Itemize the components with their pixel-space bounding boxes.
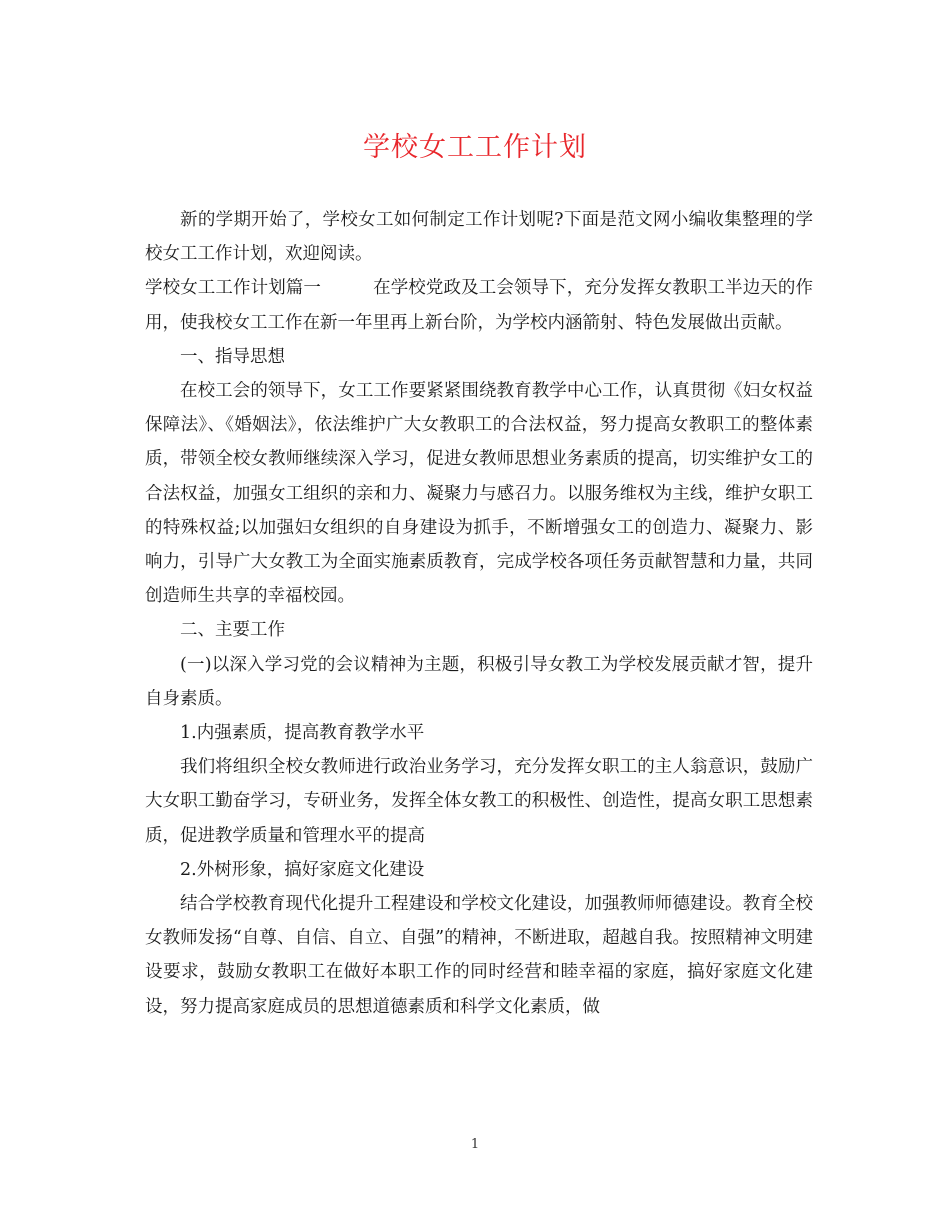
section-paragraph xyxy=(145,271,813,339)
section-label: 学校女工工作计划篇一 xyxy=(145,278,321,299)
internal-quality-paragraph: 我们将组织全校女教师进行政治业务学习，充分发挥女职工的主人翁意识，鼓励广大女职工勤奋学习，专研业务，发挥全体女教工的积极性、创造性，提高女职工思想素质，促进教学质量和管理水平的提高 xyxy=(145,757,813,846)
subheading-external-image: 2.外树形象，搞好家庭文化建设 xyxy=(180,859,425,880)
guiding-ideology-paragraph: 在校工会的领导下，女工工作要紧紧围绕教育教学中心工作，认真贯彻《妇女权益保障法》、《婚姻法》，依法维护广大女教职工的合法权益，努力提高女教职工的整体素质，带领全校女教师继续深入学习，促进女教师思想业务素质的提高，切实维护女工的合法权益，加强女工组织的亲和力、凝聚力与感召力。以服务维权为主线，维护女职工的特殊权益;以加强妇女组织的自身建设为抓手，不断增强女工的创造力、凝聚力、影响力，引导广大女教工为全面实施素质教育，完成学校各项任务贡献智慧和力量，共同创造师生共享的幸福校园。 xyxy=(145,381,813,607)
subheading-internal-quality: 1.内强素质，提高教育教学水平 xyxy=(180,723,425,744)
document-body xyxy=(145,203,813,1024)
heading-guiding-ideology: 一、指导思想 xyxy=(180,346,285,367)
intro-paragraph: 新的学期开始了，学校女工如何制定工作计划呢?下面是范文网小编收集整理的学校女工工作计划，欢迎阅读。 xyxy=(145,210,813,265)
heading-main-work: 二、主要工作 xyxy=(180,620,285,641)
section-text: 在学校党政及工会领导下，充分发挥女教职工半边天的作用，使我校女工工作在新一年里再上新台阶，为学校内涵箭射、特色发展做出贡献。 xyxy=(145,278,813,333)
document-title: 学校女工工作计划 xyxy=(363,132,587,163)
external-image-paragraph: 结合学校教育现代化提升工程建设和学校文化建设，加强教师师德建设。教育全校女教师发扬“自尊、自信、自立、自强”的精神，不断进取，超越自我。按照精神文明建设要求，鼓励女教职工在做好本职工作的同时经营和睦幸福的家庭，搞好家庭文化建设，努力提高家庭成员的思想道德素质和科学文化素质，做 xyxy=(145,894,813,1017)
main-work-item-1: (一)以深入学习党的会议精神为主题，积极引导女教工为学校发展贡献才智，提升自身素质。 xyxy=(145,654,813,709)
page-number: 1 xyxy=(470,1137,480,1152)
